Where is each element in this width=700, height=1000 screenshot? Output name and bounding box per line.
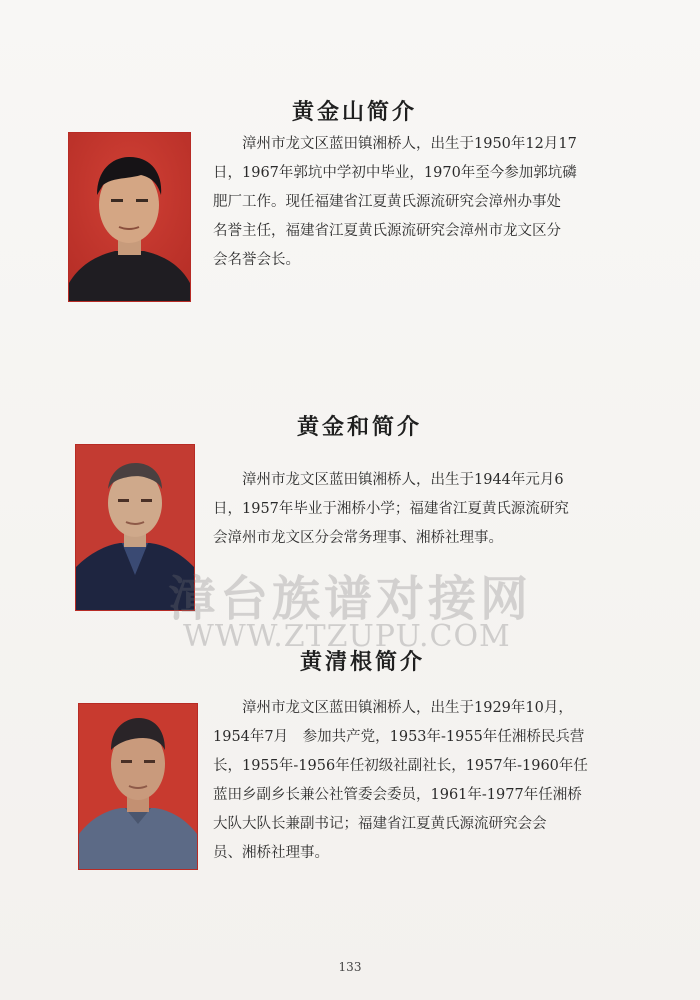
page-number: 133 <box>338 960 362 974</box>
bio-line: 肥厂工作。现任福建省江夏黄氏源流研究会漳州办事处 <box>213 194 561 210</box>
bio-line: 长，1955年-1956年任初级社副社长，1957年-1960年任 <box>213 758 588 774</box>
profile-1-bio <box>213 130 673 275</box>
profile-1-portrait <box>68 132 191 302</box>
bio-line: 漳州市龙文区蓝田镇湘桥人，出生于1950年12月17 <box>242 136 577 152</box>
portrait-3-image <box>79 704 197 869</box>
profile-3-bio <box>213 694 673 868</box>
profile-1-title: 黄金山简介 <box>292 100 418 125</box>
bio-line: 名誉主任，福建省江夏黄氏源流研究会漳州市龙文区分 <box>213 223 561 239</box>
profile-2-bio <box>213 466 673 553</box>
watermark-url: WWW.ZTZUPU.COM <box>183 619 511 654</box>
bio-line: 漳州市龙文区蓝田镇湘桥人，出生于1944年元月6 <box>242 472 564 488</box>
profile-3-portrait <box>78 703 198 870</box>
bio-line: 漳州市龙文区蓝田镇湘桥人，出生于1929年10月， <box>242 700 573 716</box>
bio-line: 会漳州市龙文区分会常务理事、湘桥社理事。 <box>213 530 503 546</box>
bio-line: 会名誉会长。 <box>213 252 300 268</box>
bio-line: 日，1967年郭坑中学初中毕业，1970年至今参加郭坑磷 <box>213 165 577 181</box>
bio-line: 日，1957年毕业于湘桥小学；福建省江夏黄氏源流研究 <box>213 501 569 517</box>
bio-line: 大队大队长兼副书记；福建省江夏黄氏源流研究会会 <box>213 816 547 832</box>
watermark-chinese: 漳台族谱对接网 <box>168 571 533 627</box>
bio-line: 蓝田乡副乡长兼公社管委会委员，1961年-1977年任湘桥 <box>213 787 582 803</box>
profile-2-title: 黄金和简介 <box>297 415 423 440</box>
bio-line: 1954年7月 参加共产党，1953年-1955年任湘桥民兵营 <box>213 729 585 745</box>
profile-3-title: 黄清根简介 <box>300 650 426 675</box>
portrait-1-image <box>69 133 190 301</box>
bio-line: 员、湘桥社理事。 <box>213 845 329 861</box>
